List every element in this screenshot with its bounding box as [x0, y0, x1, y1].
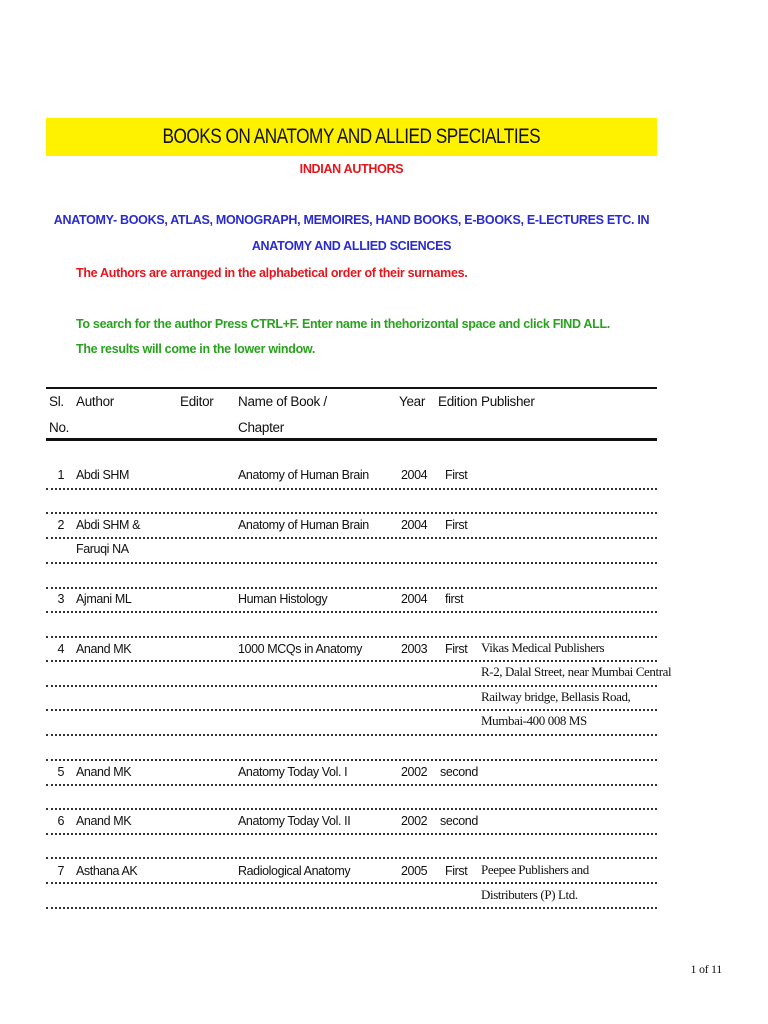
row-divider	[46, 808, 657, 810]
row-divider	[46, 685, 657, 687]
row-edition: second	[440, 765, 478, 779]
row-divider	[46, 784, 657, 786]
row-year: 2004	[401, 518, 428, 532]
row-publisher-line-2: Distributers (P) Ltd.	[481, 887, 578, 902]
row-edition: First	[445, 864, 468, 878]
scope-line-2: ANATOMY AND ALLIED SCIENCES	[251, 239, 452, 253]
col-book-header-2: Chapter	[238, 420, 284, 435]
row-year: 2003	[401, 642, 428, 656]
title-banner	[46, 118, 657, 156]
row-divider	[46, 512, 657, 514]
table-top-rule	[46, 387, 657, 389]
row-author: Anand MK	[76, 814, 132, 828]
row-author: Abdi SHM	[76, 468, 130, 482]
row-divider	[46, 660, 657, 662]
row-year: 2004	[401, 468, 428, 482]
row-divider	[46, 907, 657, 909]
row-edition: First	[445, 468, 468, 482]
row-divider	[46, 882, 657, 884]
col-sl-header: Sl.	[49, 394, 64, 409]
row-divider	[46, 611, 657, 613]
row-divider	[46, 488, 657, 490]
row-edition: First	[445, 642, 468, 656]
col-publisher-header: Publisher	[481, 394, 535, 409]
table-header-rule	[46, 438, 657, 441]
row-year: 2002	[401, 814, 428, 828]
row-author: Anand MK	[76, 642, 132, 656]
row-year: 2002	[401, 765, 428, 779]
col-book-header: Name of Book /	[238, 394, 327, 409]
row-divider	[46, 734, 657, 736]
row-author: Anand MK	[76, 765, 132, 779]
row-author: Asthana AK	[76, 864, 138, 878]
row-divider	[46, 709, 657, 711]
row-sl: 4	[57, 642, 64, 656]
row-divider	[46, 537, 657, 539]
row-divider	[46, 759, 657, 761]
row-sl: 2	[57, 518, 64, 532]
arrangement-note: The Authors are arranged in the alphabetical order of their surnames.	[76, 266, 468, 280]
row-book: 1000 MCQs in Anatomy	[238, 642, 363, 656]
row-author-2: Faruqi NA	[76, 542, 129, 556]
row-edition: second	[440, 814, 478, 828]
row-sl: 5	[57, 765, 64, 779]
subtitle: INDIAN AUTHORS	[299, 162, 404, 176]
row-publisher-line-1: Vikas Medical Publishers	[481, 640, 605, 655]
row-edition: First	[445, 518, 468, 532]
row-book: Anatomy of Human Brain	[238, 518, 369, 532]
row-sl: 3	[57, 592, 64, 606]
col-author-header: Author	[76, 394, 114, 409]
row-publisher-line-4: Mumbai-400 008 MS	[481, 713, 587, 728]
row-sl: 7	[57, 864, 64, 878]
row-book: Anatomy Today Vol. II	[238, 814, 351, 828]
row-book: Anatomy of Human Brain	[238, 468, 369, 482]
row-book: Anatomy Today Vol. I	[238, 765, 348, 779]
row-divider	[46, 587, 657, 589]
row-year: 2005	[401, 864, 428, 878]
row-publisher-line-2: R-2, Dalal Street, near Mumbai Central	[481, 664, 672, 679]
row-sl: 1	[57, 468, 64, 482]
col-edition-header: Edition	[438, 394, 478, 409]
row-author: Abdi SHM &	[76, 518, 141, 532]
search-note-2: The results will come in the lower window.	[76, 342, 316, 356]
row-edition: first	[445, 592, 464, 606]
row-book: Radiological Anatomy	[238, 864, 351, 878]
row-book: Human Histology	[238, 592, 328, 606]
page-number: 1 of 11	[690, 962, 722, 976]
row-publisher-line-3: Railway bridge, Bellasis Road,	[481, 689, 631, 704]
row-publisher-line-1: Peepee Publishers and	[481, 862, 589, 877]
col-year-header: Year	[399, 394, 426, 409]
search-note-1: To search for the author Press CTRL+F. Enter name in thehorizontal space and click FIND ALL.	[76, 317, 610, 331]
row-divider	[46, 562, 657, 564]
row-sl: 6	[57, 814, 64, 828]
scope-line-1: ANATOMY- BOOKS, ATLAS, MONOGRAPH, MEMOIRES, HAND BOOKS, E-BOOKS, E-LECTURES ETC. IN	[53, 213, 650, 227]
row-divider	[46, 857, 657, 859]
row-divider	[46, 833, 657, 835]
document-title: BOOKS ON ANATOMY AND ALLIED SPECIALTIES	[162, 125, 541, 148]
col-editor-header: Editor	[180, 394, 214, 409]
row-author: Ajmani ML	[76, 592, 132, 606]
col-sl-header-2: No.	[49, 420, 70, 435]
row-year: 2004	[401, 592, 428, 606]
row-divider	[46, 636, 657, 638]
